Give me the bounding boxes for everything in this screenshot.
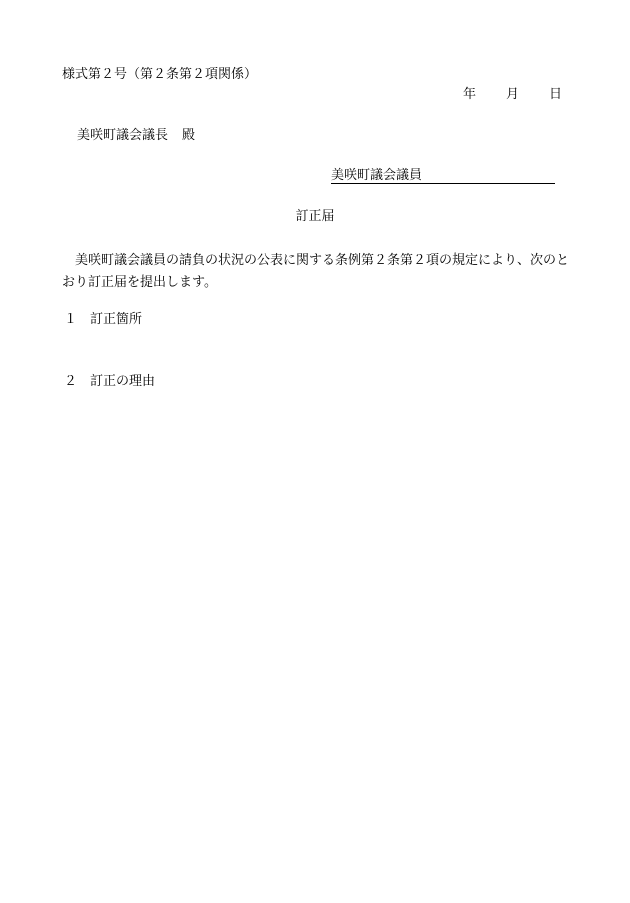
item-label: 訂正箇所 [90, 312, 143, 327]
document-title: 訂正届 [295, 209, 335, 224]
addressee-name: 美咲町議会議長 [77, 128, 169, 143]
item-correction-location [64, 313, 142, 326]
item-correction-reason [64, 375, 155, 388]
date-row [463, 88, 562, 101]
addressee-honorific: 殿 [182, 128, 196, 143]
date-month-label: 月 [506, 87, 520, 102]
date-day-label: 日 [549, 87, 563, 102]
addressee [77, 129, 195, 142]
body-text: 美咲町議会議員の請負の状況の公表に関する条例第２条第２項の規定により、次のとおり訂正届を提出します。 [62, 253, 570, 290]
signatory-label: 美咲町議会議員 [331, 168, 423, 183]
item-number: １ [64, 312, 78, 327]
date-year-label: 年 [463, 87, 477, 102]
signatory-field [331, 169, 555, 184]
item-label: 訂正の理由 [90, 374, 156, 389]
item-number: ２ [64, 374, 78, 389]
form-number: 様式第２号（第２条第２項関係） [62, 67, 258, 82]
